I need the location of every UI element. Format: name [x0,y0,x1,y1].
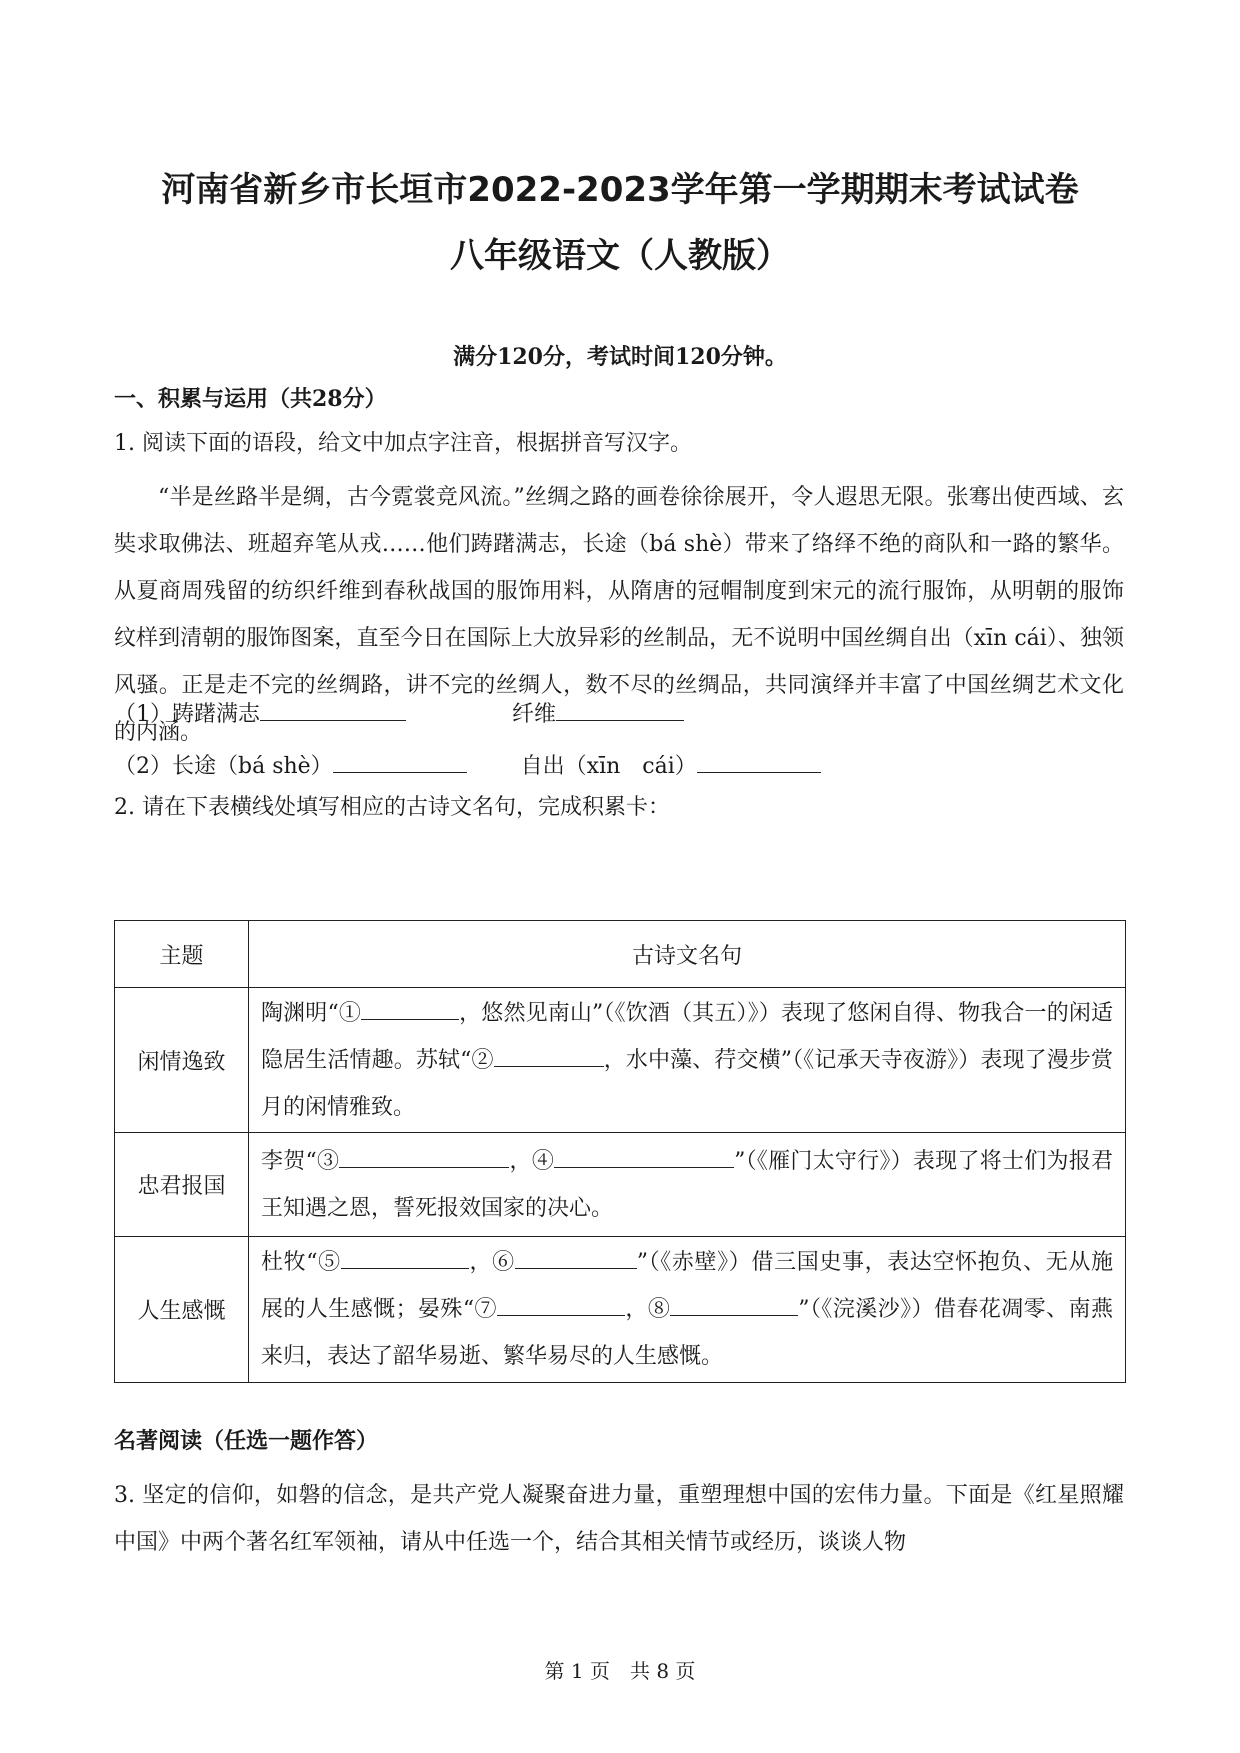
table-row [115,1237,1126,1383]
exam-subtitle: 八年级语文（人教版） [450,236,790,276]
table-header-row [115,921,1126,988]
column-header-lines: 古诗文名句 [249,921,1126,988]
answer-blank[interactable] [333,746,467,773]
question-2-prompt: 2. 请在下表横线处填写相应的古诗文名句，完成积累卡： [114,795,670,820]
row-topic: 忠君报国 [115,1133,249,1237]
row-topic: 人生感慨 [115,1237,249,1383]
row-content: 李贺“③ ，④ ”（《雁门太守行》）表现了将士们为报君王知遇之恩，誓死报效国家的决心。 [249,1133,1126,1237]
answer-blank[interactable] [339,1141,509,1168]
answer-blank[interactable] [556,694,684,721]
answer-blank[interactable] [697,746,821,773]
sub-2-word-b: 自出（xīn cái） [520,754,697,779]
sub-1-word-b: 纤维 [512,702,557,727]
sub-1-word-a: （1）踌躇满志 [114,702,260,727]
table-row [115,988,1126,1133]
sub-2-word-a: （2）长途（bá shè） [114,754,333,779]
reading-section-heading: 名著阅读（任选一题作答） [114,1428,379,1454]
question-3-text: 3. 坚定的信仰，如磐的信念，是共产党人凝聚奋进力量，重塑理想中国的宏伟力量。下面是《红星照耀中国》中两个著名红军领袖，请从中任选一个，结合其相关情节或经历，谈谈人物 [114,1483,1124,1555]
row-content: 陶渊明“① ，悠然见南山”（《饮酒（其五）》）表现了悠闲自得、物我合一的闲适隐居生活情趣。苏轼“② ，水中藻、荇交横”（《记承天寺夜游》）表现了漫步赏月的闲情雅致。 [249,988,1126,1133]
answer-blank[interactable] [260,694,406,721]
column-header-topic: 主题 [115,921,249,988]
question-1-sub-1 [114,694,684,728]
row-topic: 闲情逸致 [115,988,249,1133]
answer-blank[interactable] [497,1289,625,1316]
answer-blank[interactable] [341,1242,469,1269]
answer-blank[interactable] [494,1040,604,1067]
question-3 [114,1472,1124,1566]
passage-text: “半是丝路半是绸，古今霓裳竞风流。”丝绸之路的画卷徐徐展开，令人遐思无限。张骞出使西域、玄奘求取佛法、班超弃笔从戎……他们踌躇满志，长途（bá shè）带来了络绎不绝的商队和一路的繁华。从夏商周残留的纺织纤维到春秋战国的服饰用料，从隋唐的冠帽制度到宋元的流行服饰，从明朝的服饰纹样到清朝的服饰图案，直至今日在国际上大放异彩的丝制品，无不说明中国丝绸自出（xīn cái）、独领风骚。正是走不完的丝绸路，讲不完的丝绸人，数不尽的丝绸品，共同演绎并丰富了中国丝绸艺术文化的内涵。 [114,485,1124,745]
answer-blank[interactable] [515,1242,637,1269]
table-row [115,1133,1126,1237]
score-info: 满分120分，考试时间120分钟。 [453,344,787,370]
exam-title: 河南省新乡市长垣市2022-2023学年第一学期期末考试试卷 [161,170,1079,210]
answer-blank[interactable] [554,1141,734,1168]
page-number: 第 1 页 共 8 页 [544,1659,696,1683]
question-1-prompt: 1. 阅读下面的语段，给文中加点字注音，根据拼音写汉字。 [114,431,692,456]
question-1-sub-2 [114,746,821,780]
row-content: 杜牧“⑤ ，⑥ ”（《赤壁》）借三国史事，表达空怀抱负、无从施展的人生感慨；晏殊“⑦ ，⑧ ”（《浣溪沙》）借春花凋零、南燕来归，表达了韶华易逝、繁华易尽的人生感慨。 [249,1237,1126,1383]
section-heading: 一、积累与运用（共28分） [114,386,387,412]
accumulation-card-table [114,920,1126,1383]
answer-blank[interactable] [670,1289,798,1316]
answer-blank[interactable] [361,993,459,1020]
